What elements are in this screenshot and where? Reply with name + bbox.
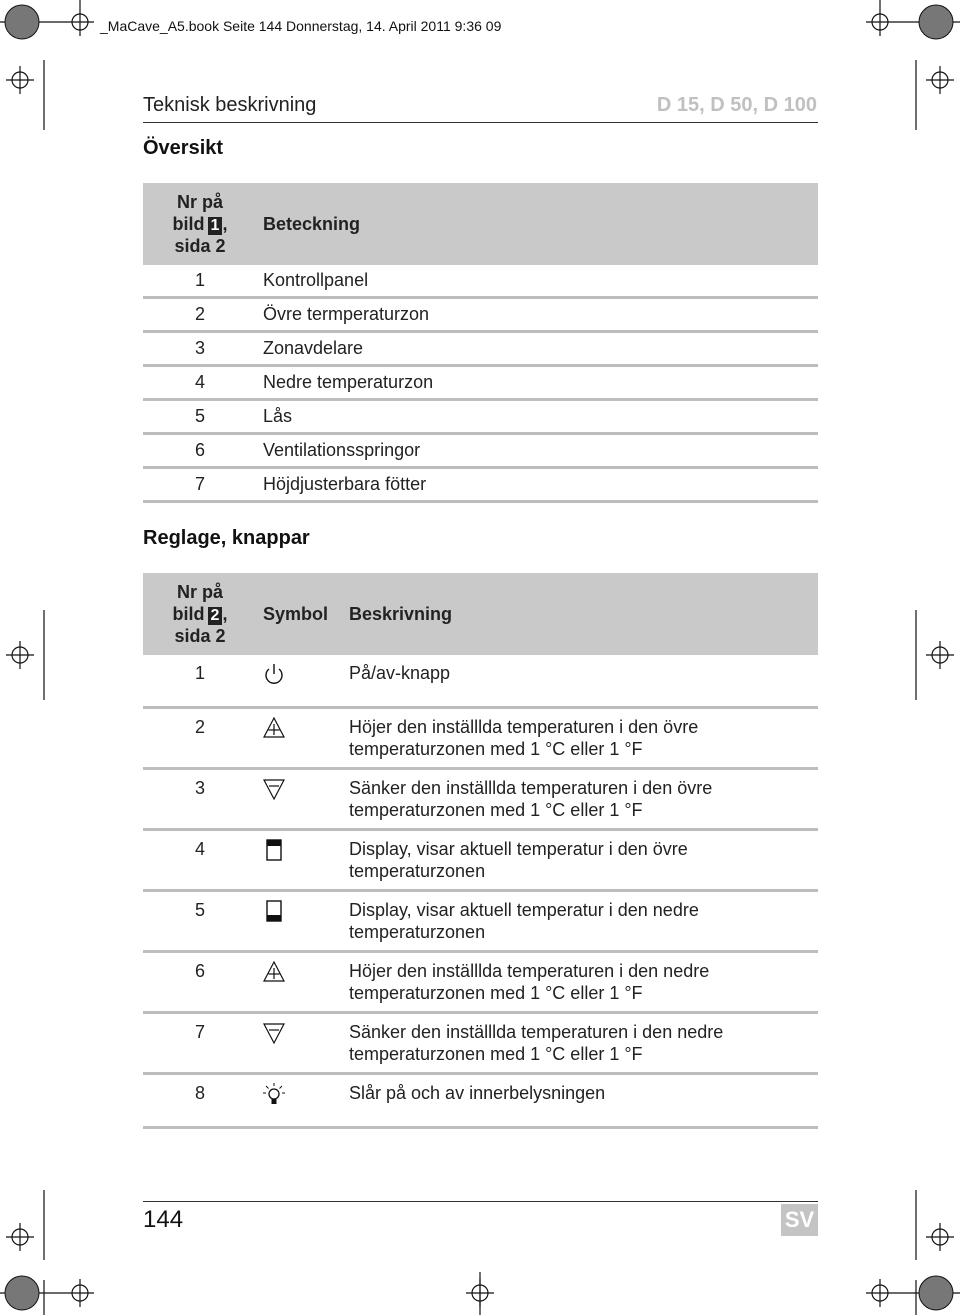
description-line-2: temperaturzonen [349,861,486,881]
row-description [349,1013,818,1074]
row-number: 2 [143,708,257,769]
table-row [143,332,818,366]
overview-table [143,183,818,503]
model-list: D 15, D 50, D 100 [656,94,817,116]
page-number: 144 [143,1206,184,1233]
section-title-overview: Översikt [143,137,224,159]
description-line-2: temperaturzonen med 1 °C eller 1 °F [349,800,643,820]
row-number: 6 [143,952,257,1013]
row-label: Zonavdelare [263,332,818,366]
section-title-controls: Reglage, knappar [143,527,310,549]
row-description [349,655,818,708]
footer-divider [143,1201,818,1202]
triangle-up-plus-icon [262,716,286,740]
table-row [143,468,818,502]
row-label: Lås [263,400,818,434]
header-num: Nr på bild 2 , sida 2 [143,573,257,655]
language-badge: SV [781,1204,818,1236]
row-description [349,1074,818,1128]
table-row [143,769,818,830]
triangle-down-minus-icon [262,1021,286,1045]
page-title: Teknisk beskrivning [143,94,317,116]
table-row [143,298,818,332]
row-number: 1 [143,265,257,298]
table-row [143,1074,818,1128]
description-line-1: På/av-knapp [349,663,451,683]
row-number: 7 [143,1013,257,1074]
table-row [143,265,818,298]
figure-badge: 1 [208,217,223,235]
description-line-1: Sänker den inställlda temperaturen i den nedre [349,1022,724,1042]
description-line-2: temperaturzonen med 1 °C eller 1 °F [349,739,643,759]
table-row [143,655,818,708]
power-icon [262,662,286,686]
description-line-2: temperaturzonen [349,922,486,942]
row-symbol [257,1013,349,1074]
row-label: Nedre temperaturzon [263,366,818,400]
row-description [349,891,818,952]
table-row [143,891,818,952]
controls-table [143,573,818,1129]
triangle-down-minus-icon [262,777,286,801]
description-line-2: temperaturzonen med 1 °C eller 1 °F [349,983,643,1003]
row-number: 4 [143,366,257,400]
description-line-1: Display, visar aktuell temperatur i den nedre [349,900,699,920]
row-number: 2 [143,298,257,332]
description-line-1: Höjer den inställlda temperaturen i den övre [349,717,699,737]
figure-badge: 2 [208,607,223,625]
row-label: Övre termperaturzon [263,298,818,332]
row-symbol [257,769,349,830]
row-label: Höjdjusterbara fötter [263,468,818,502]
overview-table-header [143,183,818,265]
description-line-2: temperaturzonen med 1 °C eller 1 °F [349,1044,643,1064]
triangle-up-plus-icon [262,960,286,984]
table-row [143,434,818,468]
table-row [143,952,818,1013]
row-number: 6 [143,434,257,468]
header-symbol: Symbol [257,573,349,655]
row-label: Kontrollpanel [263,265,818,298]
row-description [349,830,818,891]
display-upper-icon [262,838,286,862]
description-line-1: Display, visar aktuell temperatur i den övre [349,839,688,859]
table-row [143,1013,818,1074]
table-row [143,830,818,891]
print-header: _MaCave_A5.book Seite 144 Donnerstag, 14. April 2011 9:36 09 [100,18,502,34]
header-num: Nr på bild 1 , sida 2 [143,183,257,265]
row-symbol [257,708,349,769]
description-line-1: Höjer den inställlda temperaturen i den nedre [349,961,710,981]
row-label: Ventilationsspringor [263,434,818,468]
row-description [349,769,818,830]
row-number: 3 [143,769,257,830]
row-symbol [257,830,349,891]
table-row [143,366,818,400]
table-row [143,708,818,769]
row-number: 1 [143,655,257,708]
controls-table-header [143,573,818,655]
description-line-1: Slår på och av innerbelysningen [349,1083,606,1103]
row-description [349,708,818,769]
table-row [143,400,818,434]
display-lower-icon [262,899,286,923]
row-number: 7 [143,468,257,502]
row-symbol [257,891,349,952]
row-symbol [257,655,349,708]
header-desc: Beskrivning [349,573,818,655]
title-divider [143,122,818,123]
description-line-1: Sänker den inställlda temperaturen i den övre [349,778,713,798]
row-symbol [257,1074,349,1128]
row-number: 3 [143,332,257,366]
row-number: 5 [143,400,257,434]
light-bulb-icon [262,1082,286,1106]
header-desc: Beteckning [263,183,818,265]
row-symbol [257,952,349,1013]
row-number: 4 [143,830,257,891]
row-number: 8 [143,1074,257,1128]
row-description [349,952,818,1013]
row-number: 5 [143,891,257,952]
